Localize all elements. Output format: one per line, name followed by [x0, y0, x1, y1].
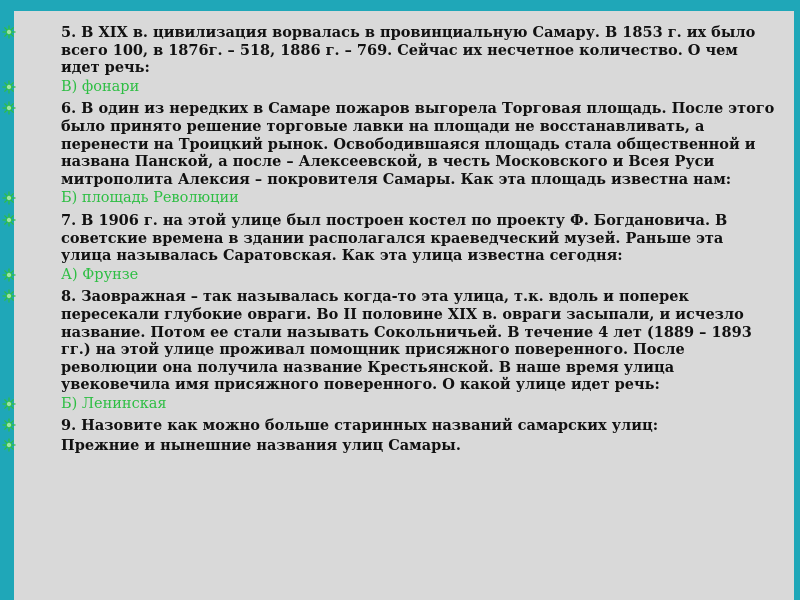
sunburst-bullet-icon [2, 418, 16, 432]
sunburst-bullet-icon [2, 268, 16, 282]
question-7 [14, 212, 794, 265]
answer-6 [14, 190, 794, 208]
question-5 [14, 24, 794, 77]
answer-text: Б) площадь Революции [61, 190, 239, 207]
slide-content [14, 24, 794, 457]
answer-text: Б) Ленинская [61, 395, 167, 412]
sunburst-bullet-icon [2, 25, 16, 39]
question-6 [14, 100, 794, 188]
sunburst-bullet-icon [2, 397, 16, 411]
question-text: 7. В 1906 г. на этой улице был построен костел по проекту Ф. Богдановича. В советские времена в здании располагался краеведческий музей. Раньше эта улица называлась Саратовская. Как эта улица известна сегодня: [61, 211, 728, 265]
question-text: 8. Заовражная – так называлась когда-то эта улица, т.к. вдоль и поперек пересекали глубокие овраги. Во II половине XIX в. овраги засыпали, и исчезло название. Потом ее стали называть Сокольничьей. В течение 4 лет (1889 – 1893 гг.) на этой улице проживал помощник присяжного поверенного. После революции она получила название Крестьянской. В наше время улица увековечила имя присяжного поверенного. О какой улице идет речь: [61, 288, 752, 394]
question-text: 5. В XIX в. цивилизация ворвалась в провинциальную Самару. В 1853 г. их было всего 100, в 1876г. – 518, 1886 г. – 769. Сейчас их несчетное количество. О чем идет речь: [61, 24, 756, 77]
sunburst-bullet-icon [2, 438, 16, 452]
street-names-line [14, 437, 794, 455]
question-9 [14, 417, 794, 435]
sunburst-bullet-icon [2, 289, 16, 303]
answer-text: В) фонари [61, 78, 140, 95]
answer-5 [14, 79, 794, 97]
sunburst-bullet-icon [2, 191, 16, 205]
answer-text: А) Фрунзе [61, 266, 139, 283]
sunburst-bullet-icon [2, 80, 16, 94]
question-8 [14, 288, 794, 394]
sunburst-bullet-icon [2, 101, 16, 115]
slide [14, 11, 794, 600]
answer-8 [14, 396, 794, 414]
sunburst-bullet-icon [2, 213, 16, 227]
question-text: 9. Назовите как можно больше старинных названий самарских улиц: [61, 417, 659, 435]
question-text: Прежние и нынешние названия улиц Самары. [61, 437, 461, 455]
answer-7 [14, 267, 794, 285]
question-text: 6. В один из нередких в Самаре пожаров выгорела Торговая площадь. После этого было принято решение торговые лавки на площади не восстанавливать, а перенести на Троицкий рынок. Освободившаяся площадь стала общественной и названа Панской, а после – Алексеевской, в честь Московского и Всея Руси митрополита Алексия – покровителя Самары. Как эта площадь известна нам: [61, 100, 775, 188]
